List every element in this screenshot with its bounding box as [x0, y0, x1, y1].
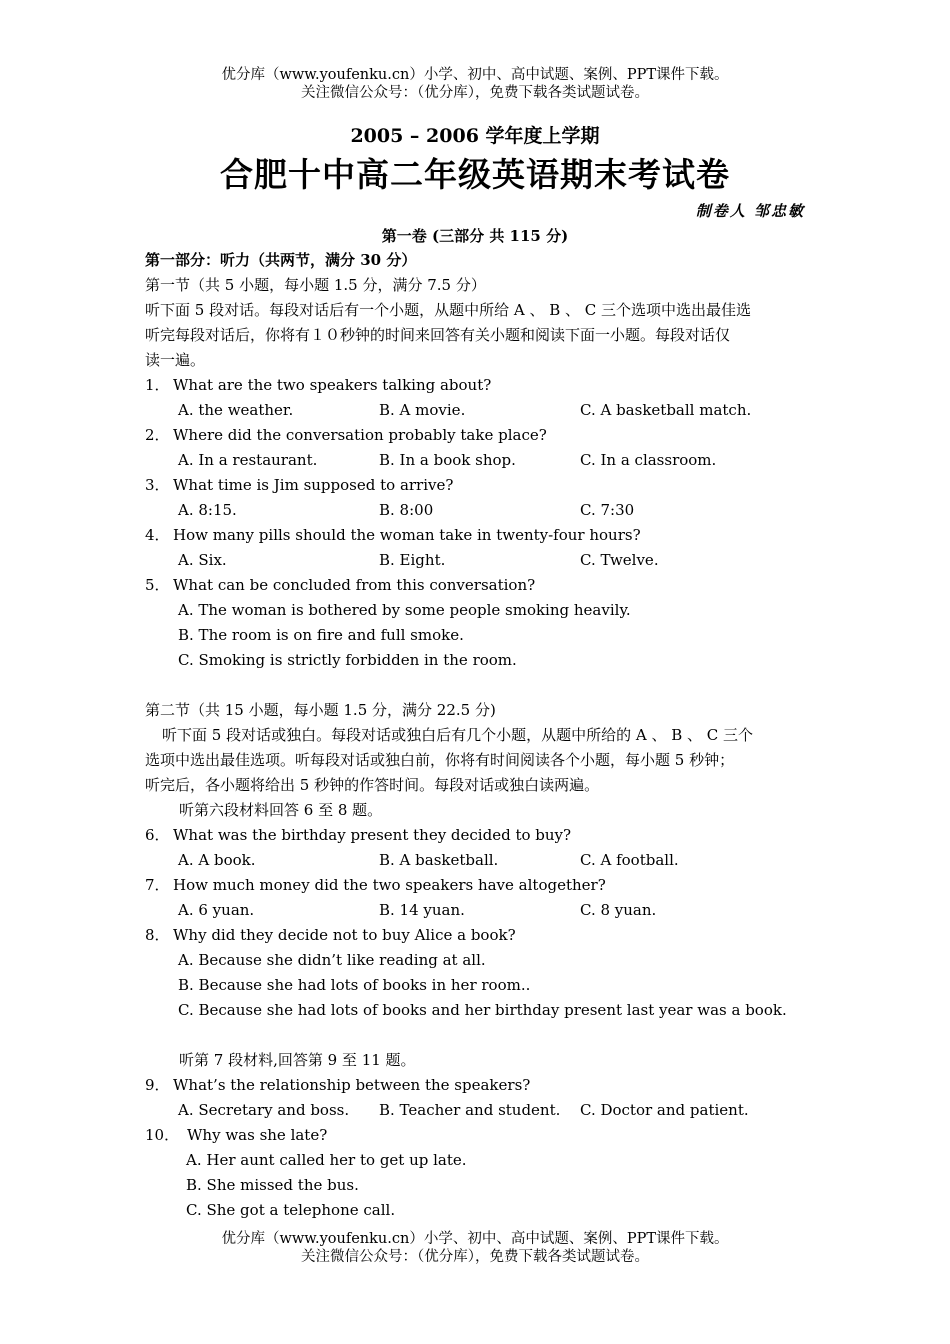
- option-c: C. 7:30: [580, 501, 635, 519]
- option-b: B. 14 yuan.: [379, 901, 465, 919]
- spacer: [145, 1023, 807, 1048]
- footer-line-1: 优分库（www.youfenku.cn）小学、初中、高中试题、案例、PPT课件下载。: [221, 1231, 729, 1247]
- option-a: A. Secretary and boss.: [178, 1101, 350, 1119]
- option-b: B. The room is on fire and full smoke.: [178, 626, 464, 644]
- question-3: 3． What time is Jim supposed to arrive?: [145, 476, 454, 494]
- exam-title: 合肥十中高二年级英语期末考试卷: [220, 155, 730, 194]
- section2-instructions-l1: 听下面 5 段对话或独白。每段对话或独白后有几个小题，从题中所给的 A 、 B 、 C 三个: [162, 726, 754, 744]
- option-b: B. Teacher and student.: [379, 1101, 561, 1119]
- question-5: 5． What can be concluded from this conversation?: [145, 576, 536, 594]
- question-6: 6． What was the birthday present they decided to buy?: [145, 826, 572, 844]
- question-3-options: [145, 498, 807, 523]
- volume-heading: 第一卷 (三部分 共 115 分): [381, 227, 569, 245]
- section1-heading: 第一节（共 5 小题，每小题 1.5 分，满分 7.5 分）: [145, 276, 486, 294]
- question-8: 8． Why did they decide not to buy Alice a book?: [145, 926, 516, 944]
- material-7-heading: 听第 7 段材料,回答第 9 至 11 题。: [179, 1051, 416, 1069]
- option-a: A. Six.: [178, 551, 227, 569]
- question-2: 2． Where did the conversation probably take place?: [145, 426, 547, 444]
- exam-body: [145, 248, 807, 1223]
- question-4: 4． How many pills should the woman take in twenty-four hours?: [145, 526, 641, 544]
- option-a: A. 6 yuan.: [178, 901, 255, 919]
- option-b: B. A movie.: [379, 401, 466, 419]
- option-c: C. She got a telephone call.: [186, 1201, 396, 1219]
- option-c: C. 8 yuan.: [580, 901, 657, 919]
- question-6-options: [145, 848, 807, 873]
- option-a: A. A book.: [178, 851, 256, 869]
- question-1-options: [145, 398, 807, 423]
- section2-heading: 第二节（共 15 小题，每小题 1.5 分，满分 22.5 分): [145, 701, 496, 719]
- section1-instructions-l2: 听完每段对话后，你将有１０秒钟的时间来回答有关小题和阅读下面一小题。每段对话仅: [145, 326, 731, 344]
- footer-line-2: 关注微信公众号：（优分库），免费下载各类试题试卷。: [301, 1249, 649, 1265]
- option-b: B. She missed the bus.: [186, 1176, 359, 1194]
- option-a: A. 8:15.: [178, 501, 237, 519]
- option-a: A. The woman is bothered by some people smoking heavily.: [178, 601, 631, 619]
- option-b: B. 8:00: [379, 501, 434, 519]
- option-c: C. In a classroom.: [580, 451, 717, 469]
- question-2-options: [145, 448, 807, 473]
- option-b: B. In a book shop.: [379, 451, 516, 469]
- option-c: C. Twelve.: [580, 551, 659, 569]
- header-line-1: 优分库（www.youfenku.cn）小学、初中、高中试题、案例、PPT课件下载。: [221, 67, 729, 83]
- section1-instructions-l3: 读一遍。: [145, 351, 206, 369]
- exam-year: 2005 – 2006 学年度上学期: [350, 125, 600, 147]
- question-9: 9． What’s the relationship between the speakers?: [145, 1076, 531, 1094]
- option-a: A. Her aunt called her to get up late.: [186, 1151, 467, 1169]
- question-7: 7． How much money did the two speakers have altogether?: [145, 876, 606, 894]
- option-b: B. Eight.: [379, 551, 446, 569]
- section2-instructions-l3: 听完后，各小题将给出 5 秒钟的作答时间。每段对话或独白读两遍。: [145, 776, 600, 794]
- material-6-heading: 听第六段材料回答 6 至 8 题。: [179, 801, 383, 819]
- option-a: A. Because she didn’t like reading at all.: [178, 951, 486, 969]
- option-a: A. the weather.: [178, 401, 294, 419]
- header-line-2: 关注微信公众号：（优分库），免费下载各类试题试卷。: [301, 85, 649, 101]
- option-c: C. A basketball match.: [580, 401, 752, 419]
- section2-instructions-l2: 选项中选出最佳选项。听每段对话或独白前，你将有时间阅读各个小题，每小题 5 秒钟；: [145, 751, 735, 769]
- option-b: B. A basketball.: [379, 851, 499, 869]
- option-c: C. Doctor and patient.: [580, 1101, 749, 1119]
- author: 制卷人 邹忠敏: [695, 202, 805, 220]
- option-b: B. Because she had lots of books in her room..: [178, 976, 531, 994]
- question-4-options: [145, 548, 807, 573]
- option-c: C. Smoking is strictly forbidden in the room.: [178, 651, 517, 669]
- option-a: A. In a restaurant.: [178, 451, 318, 469]
- option-c: C. Because she had lots of books and her birthday present last year was a book.: [178, 1001, 787, 1019]
- question-7-options: [145, 898, 807, 923]
- spacer: [145, 673, 807, 698]
- question-9-options: [145, 1098, 807, 1123]
- question-10: 10． Why was she late?: [145, 1126, 328, 1144]
- section1-instructions-l1: 听下面 5 段对话。每段对话后有一个小题，从题中所给 A 、 B 、 C 三个选项中选出最佳选: [145, 301, 752, 319]
- question-1: 1． What are the two speakers talking about?: [145, 376, 492, 394]
- part1-heading: 第一部分：听力（共两节，满分 30 分）: [145, 251, 417, 269]
- option-c: C. A football.: [580, 851, 679, 869]
